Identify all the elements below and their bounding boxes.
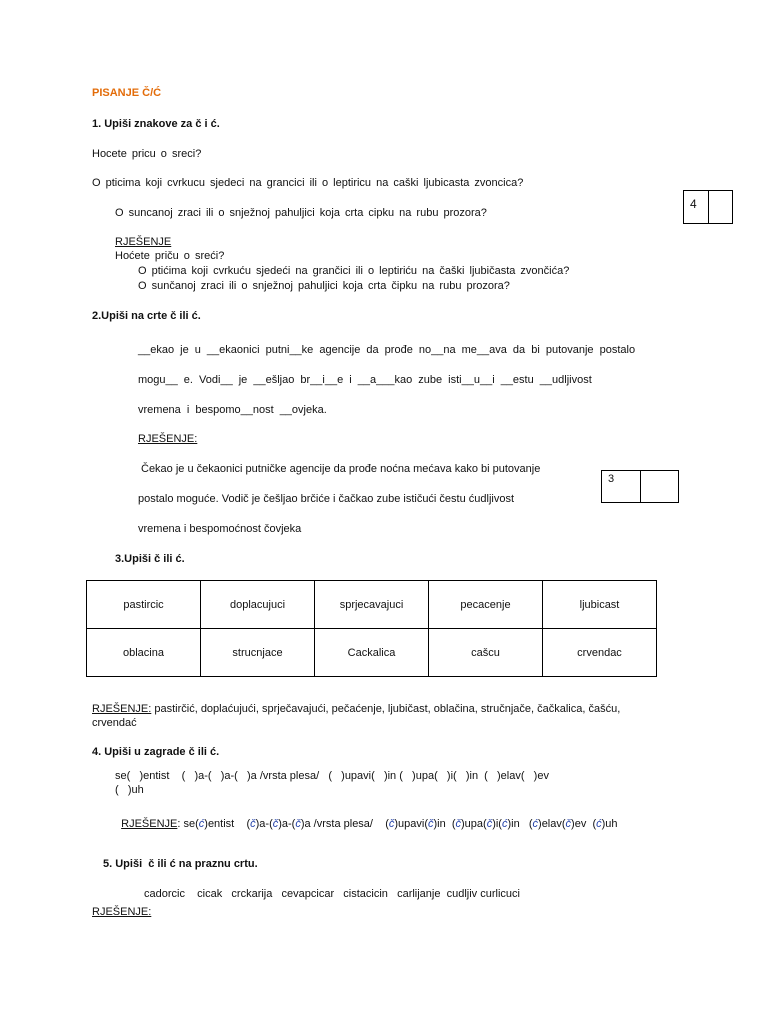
- table-cell: pecacenje: [429, 581, 543, 629]
- solution-text: )i(: [492, 818, 502, 830]
- solution-letter: č: [565, 818, 572, 830]
- task3-heading: [115, 553, 185, 565]
- solution-letter: ć: [198, 818, 205, 830]
- table-row: [87, 581, 657, 629]
- solution-letter: č: [295, 818, 301, 830]
- task3-solution-label: RJEŠENJE:: [92, 703, 152, 715]
- task3-heading-text: 3.Upiši č ili ć.: [115, 553, 185, 565]
- task2-line: mogu__ e. Vodi__ je __ešljao br__i__e i __a___kao zube isti__u__i __estu __udljivost: [138, 374, 592, 386]
- task2-solution-line: vremena i bespomoćnost čovjeka: [138, 523, 302, 535]
- task2-solution-line: Čekao je u čekaonici putničke agencije da prođe noćna mećava kako bi putovanje: [141, 463, 541, 475]
- table-cell: cašcu: [429, 629, 543, 677]
- table-cell: Cackalica: [315, 629, 429, 677]
- table-cell: pastircic: [87, 581, 201, 629]
- solution-letter: č: [486, 818, 493, 830]
- task4-heading: 4. Upiši u zagrade č ili ć.: [92, 746, 220, 758]
- word-table: [86, 580, 657, 677]
- task1-solution-label: RJEŠENJE: [115, 236, 172, 248]
- solution-text: )entist (: [204, 818, 251, 830]
- table-cell: strucnjace: [201, 629, 315, 677]
- solution-letter: č: [455, 818, 461, 830]
- solution-text: )elav(: [538, 818, 566, 830]
- table-cell: crvendac: [543, 629, 657, 677]
- task1-line: O suncanoj zraci ili o snježnoj pahuljici koja crta cipku na rubu prozora?: [115, 207, 487, 219]
- task1-solution-line: O sunčanoj zraci ili o snježnoj pahuljici koja crta čipku na rubu prozora?: [138, 280, 510, 292]
- task4-solution: [115, 806, 618, 830]
- solution-letter: ć: [501, 818, 508, 830]
- task2-score-empty[interactable]: [641, 471, 678, 502]
- task1-line: Hocete pricu o sreci?: [92, 148, 202, 160]
- task2-heading: 2.Upiši na crte č ili ć.: [92, 310, 201, 322]
- solution-letter: ć: [596, 818, 602, 830]
- task1-solution-line: O ptićima koji cvrkuću sjedeći na grančici ili o leptiriću na čaški ljubičasta zvončića?: [138, 265, 570, 277]
- task2-solution-label: RJEŠENJE:: [138, 433, 198, 445]
- task5-solution-label: RJEŠENJE:: [92, 906, 152, 918]
- solution-letter: č: [428, 818, 434, 830]
- task1-score-box: [683, 190, 733, 224]
- task2-line: __ekao je u __ekaonici putni__ke agencije da prođe no__na me__ava da bi putovanje postalo: [138, 344, 636, 356]
- task4-line: ( )uh: [115, 784, 144, 796]
- task1-heading: 1. Upiši znakove za č i ć.: [92, 118, 220, 130]
- solution-letter: č: [388, 818, 395, 830]
- table-cell: ljubicast: [543, 581, 657, 629]
- task2-solution-line: postalo moguće. Vodič je češljao brčiće i čačkao zube ističući čestu ćudljivost: [138, 493, 515, 505]
- task2-score-box: [601, 470, 679, 503]
- task3-solution: [92, 703, 620, 715]
- task2-line: vremena i bespomo__nost __ovjeka.: [138, 404, 327, 416]
- page-title: PISANJE Č/Ć: [92, 87, 162, 99]
- task4-line: se( )entist ( )a-( )a-( )a /vrsta plesa/ ( )upavi( )in ( )upa( )i( )in ( )elav( )ev: [115, 770, 549, 782]
- task3-solution-text2: crvendać: [92, 717, 137, 729]
- table-cell: oblacina: [87, 629, 201, 677]
- solution-text: )uh: [601, 818, 618, 830]
- task5-heading: 5. Upiši č ili ć na praznu crtu.: [103, 858, 258, 870]
- solution-text: )ev (: [571, 818, 597, 830]
- table-cell: doplacujuci: [201, 581, 315, 629]
- solution-text: )in (: [433, 818, 456, 830]
- solution-text: )in (: [507, 818, 533, 830]
- task4-solution-label: RJEŠENJE: [121, 818, 178, 830]
- solution-letter: č: [250, 818, 256, 830]
- table-row: [87, 629, 657, 677]
- task5-words: cadorcic cicak crckarija cevapcicar cistacicin carlijanje cudljiv curlicuci: [144, 888, 520, 900]
- solution-text: : se(: [177, 818, 199, 830]
- table-cell: sprjecavajuci: [315, 581, 429, 629]
- solution-text: )a-(: [278, 818, 296, 830]
- solution-letter: ć: [532, 818, 539, 830]
- task3-solution-text: pastirčić, doplaćujući, sprječavajući, pečaćenje, ljubičast, oblačina, stručnjače, čačkalica, čašću,: [154, 703, 621, 715]
- task2-score: 3: [602, 471, 641, 502]
- solution-letter: č: [272, 818, 279, 830]
- solution-text: )upavi(: [394, 818, 428, 830]
- task1-line: O pticima koji cvrkucu sjedeci na grancici ili o leptiricu na caški ljubicasta zvoncica?: [92, 177, 524, 189]
- solution-text: )upa(: [461, 818, 487, 830]
- task1-score-empty[interactable]: [709, 191, 732, 223]
- task1-score: 4: [684, 191, 709, 223]
- task1-solution-line: Hoćete priču o sreći?: [115, 250, 225, 262]
- solution-text: )a /vrsta plesa/ (: [300, 818, 389, 830]
- solution-text: )a-(: [255, 818, 273, 830]
